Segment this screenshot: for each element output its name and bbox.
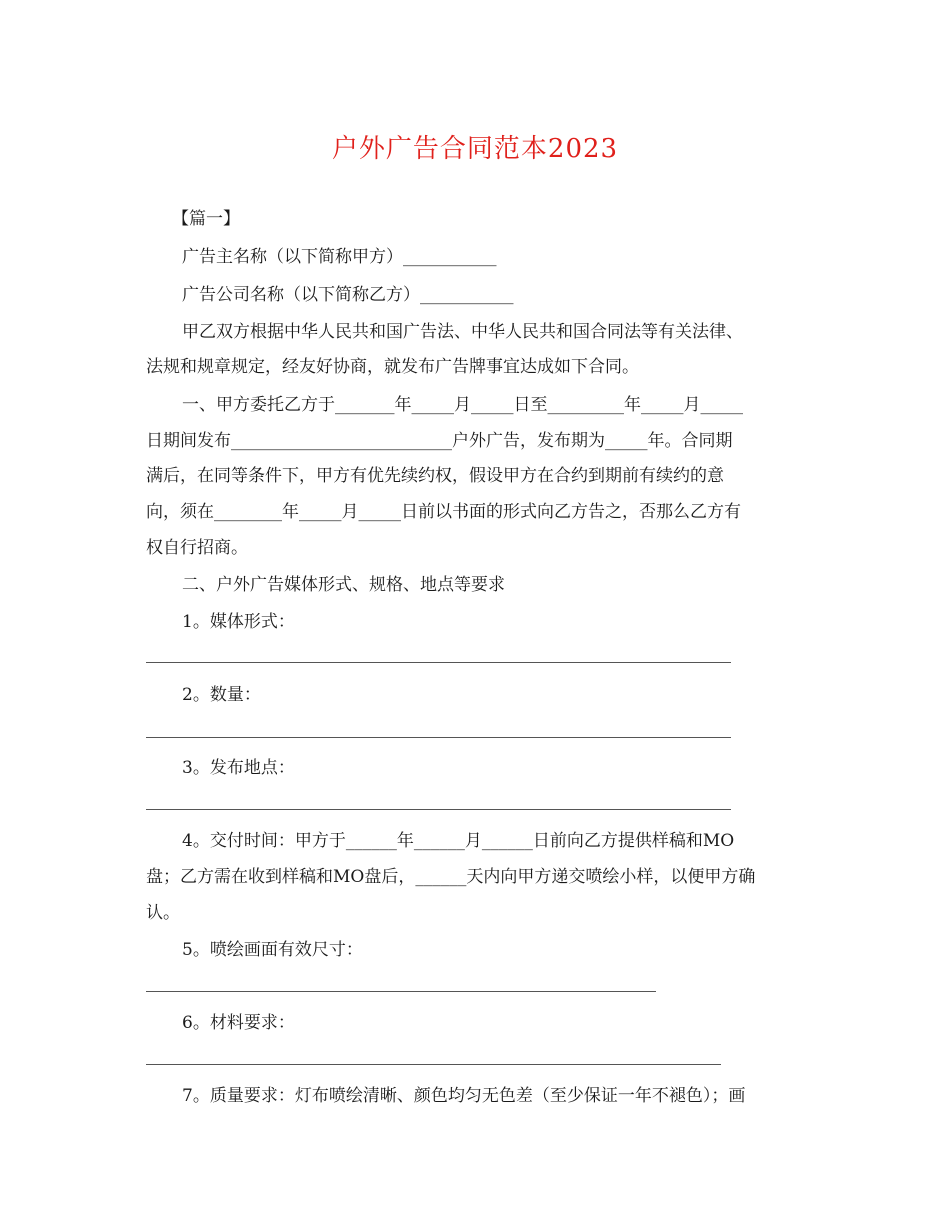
list-item: 1。媒体形式：	[182, 612, 295, 632]
fill-in-rule	[146, 1064, 721, 1065]
party-a-line: 广告主名称（以下简称甲方）___________	[182, 247, 497, 267]
paragraph-line: 向，须在________年_____月_____日前以书面的形式向乙方告之，否那么乙方有	[146, 502, 741, 522]
list-item: 7。质量要求：灯布喷绘清晰、颜色均匀无色差（至少保证一年不褪色）；画	[182, 1086, 746, 1106]
paragraph-line: 满后，在同等条件下，甲方有优先续约权，假设甲方在合约到期前有续约的意	[146, 466, 724, 486]
fill-in-rule	[146, 809, 731, 810]
document-title: 户外广告合同范本2023	[331, 134, 619, 164]
list-item: 4。交付时间：甲方于______年______月______日前向乙方提供样稿和MO	[182, 831, 735, 851]
fill-in-rule	[146, 991, 656, 992]
list-item: 2。数量：	[182, 685, 261, 705]
section-heading: 二、户外广告媒体形式、规格、地点等要求	[182, 575, 505, 595]
list-item: 5。喷绘画面有效尺寸：	[182, 940, 363, 960]
paragraph-line: 盘；乙方需在收到样稿和MO盘后，______天内向甲方递交喷绘小样，以便甲方确	[146, 867, 756, 887]
section-header: 【篇一】	[172, 209, 240, 229]
paragraph-line: 法规和规章规定，经友好协商，就发布广告牌事宜达成如下合同。	[146, 357, 639, 377]
paragraph-line: 日期间发布__________________________户外广告，发布期为_____年。合同期	[146, 431, 733, 451]
fill-in-rule	[146, 662, 731, 663]
fill-in-rule	[146, 737, 731, 738]
paragraph-line: 甲乙双方根据中华人民共和国广告法、中华人民共和国合同法等有关法律、	[182, 322, 743, 342]
paragraph-line: 权自行招商。	[146, 538, 248, 558]
list-item: 6。材料要求：	[182, 1013, 295, 1033]
paragraph-line: 一、甲方委托乙方于_______年_____月_____日至_________年_____月_____	[182, 395, 743, 415]
paragraph-line: 认。	[146, 903, 180, 923]
party-b-line: 广告公司名称（以下简称乙方）___________	[182, 285, 514, 305]
list-item: 3。发布地点：	[182, 758, 295, 778]
